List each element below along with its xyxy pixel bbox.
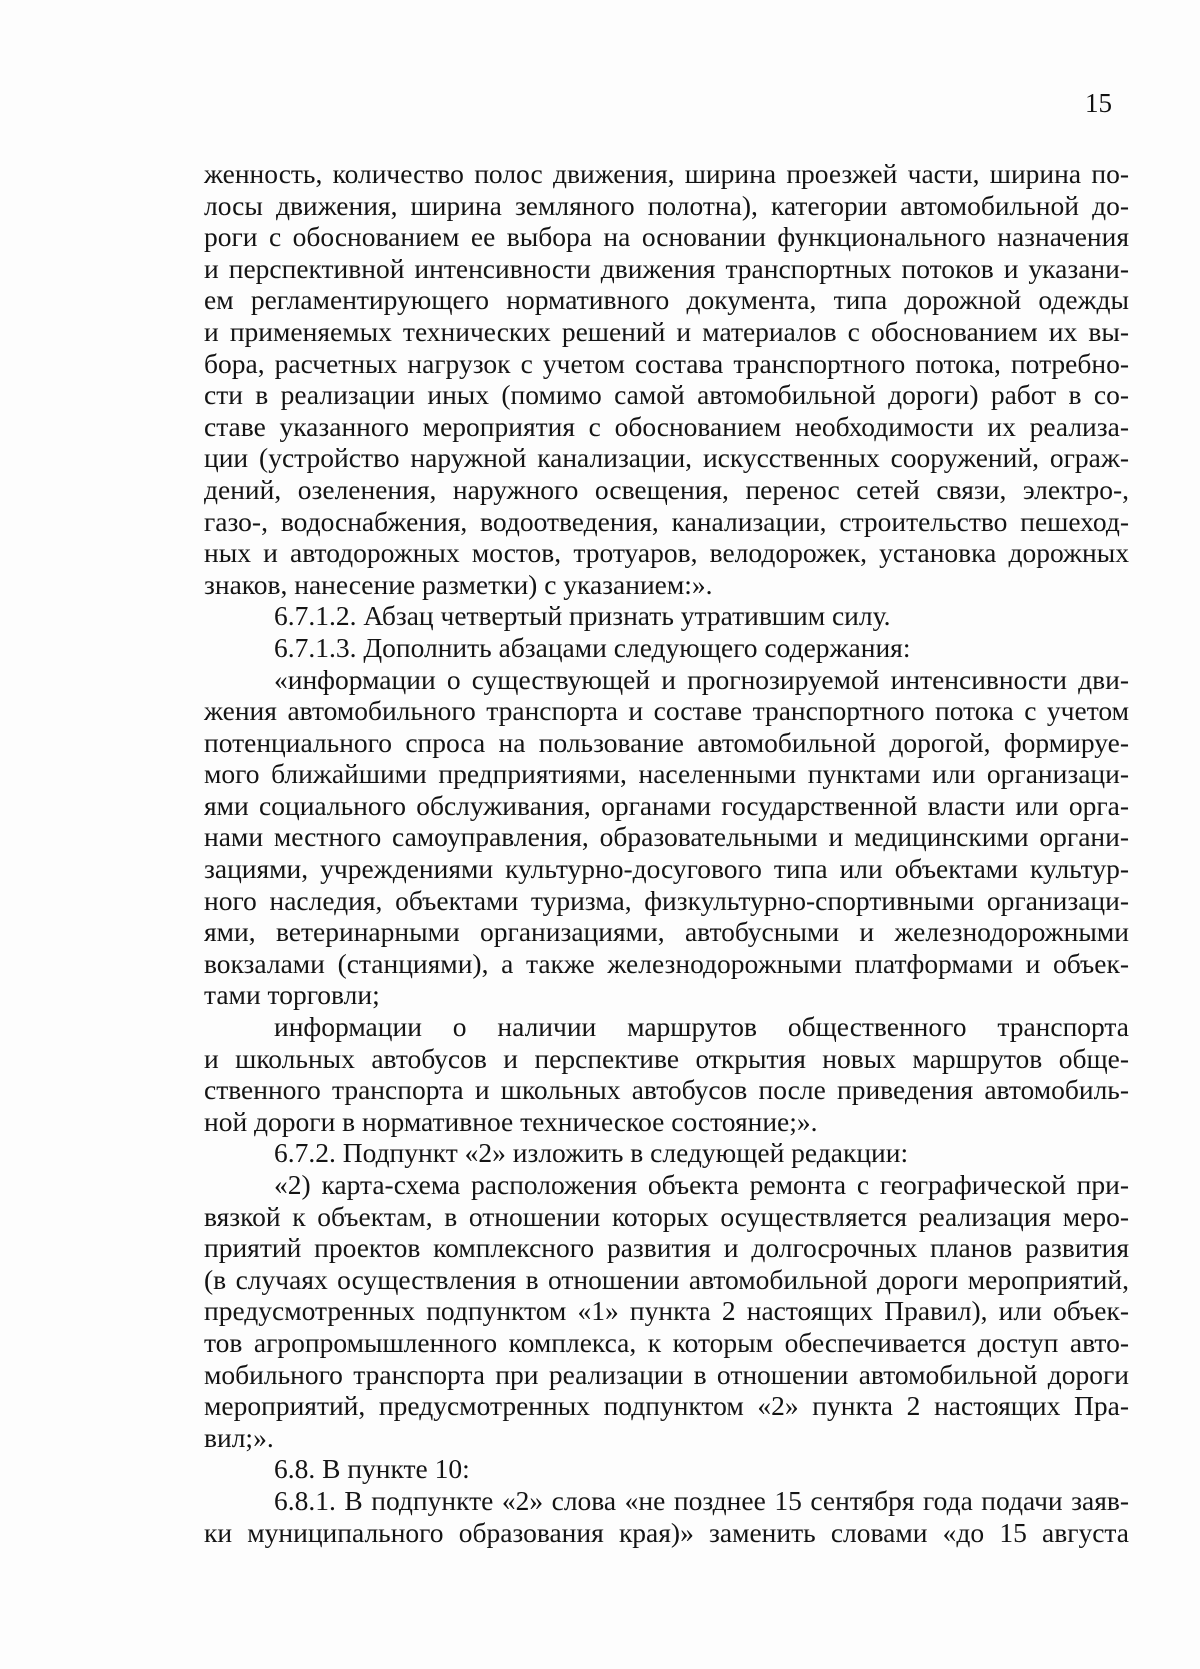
page-number: 15 — [1085, 88, 1112, 118]
text-line: газо-, водоснабжения, водоотведения, канализации, строительство пешеход- — [204, 505, 1129, 537]
text-line: мого ближайшими предприятиями, населенными пунктами или организаци- — [204, 758, 1129, 790]
text-line: зациями, учреждениями культурно-досугового типа или объектами культур- — [204, 853, 1129, 885]
text-line: (в случаях осуществления в отношении автомобильной дороги мероприятий, — [204, 1263, 1129, 1295]
text-line: вязкой к объектам, в отношении которых осуществляется реализация меро- — [204, 1200, 1129, 1232]
paragraph — [204, 1453, 1129, 1485]
text-line: ями, ветеринарными организациями, автобусными и железнодорожными — [204, 916, 1129, 948]
paragraph — [204, 632, 1129, 664]
text-line: дений, озеленения, наружного освещения, перенос сетей связи, электро-, — [204, 473, 1129, 505]
text-line: 6.8. В пункте 10: — [274, 1453, 470, 1485]
text-line: лосы движения, ширина земляного полотна), категории автомобильной до- — [204, 189, 1129, 221]
paragraph — [204, 1169, 1129, 1453]
text-line: женность, количество полос движения, ширина проезжей части, ширина по- — [204, 158, 1129, 189]
text-line: 6.8.1. В подпункте «2» слова «не позднее 15 сентября года подачи заяв- — [274, 1484, 1129, 1516]
text-line: тов агропромышленного комплекса, к которым обеспечивается доступ авто- — [204, 1326, 1129, 1358]
text-line: 6.7.1.3. Дополнить абзацами следующего содержания: — [274, 631, 911, 663]
text-line: приятий проектов комплексного развития и долгосрочных планов развития — [204, 1232, 1129, 1264]
text-line: знаков, нанесение разметки) с указанием:». — [204, 568, 713, 600]
text-line: ем регламентирующего нормативного документа, типа дорожной одежды — [204, 284, 1129, 316]
text-line: потенциального спроса на пользование автомобильной дорогой, формируе- — [204, 726, 1129, 758]
paragraph — [204, 664, 1129, 1012]
text-line: и перспективной интенсивности движения транспортных потоков и указани- — [204, 252, 1129, 284]
paragraph — [204, 1485, 1129, 1548]
text-line: ных и автодорожных мостов, тротуаров, велодорожек, установка дорожных — [204, 537, 1129, 569]
text-line: мобильного транспорта при реализации в отношении автомобильной дороги — [204, 1358, 1129, 1390]
text-line: ственного транспорта и школьных автобусов после приведения автомобиль- — [204, 1074, 1129, 1106]
text-line: жения автомобильного транспорта и составе транспортного потока с учетом — [204, 695, 1129, 727]
text-line: «2) карта-схема расположения объекта ремонта с географической при- — [274, 1169, 1129, 1200]
text-line: 6.7.1.2. Абзац четвертый признать утратившим силу. — [274, 600, 891, 632]
paragraph — [204, 1137, 1129, 1169]
text-line: ной дороги в нормативное техническое состояние;». — [204, 1105, 818, 1137]
text-line: и применяемых технических решений и материалов с обоснованием их вы- — [204, 315, 1129, 347]
text-line: «информации о существующей и прогнозируемой интенсивности дви- — [274, 663, 1129, 695]
text-line: ции (устройство наружной канализации, искусственных сооружений, ограж- — [204, 442, 1129, 474]
text-line: сти в реализации иных (помимо самой автомобильной дороги) работ в со- — [204, 379, 1129, 411]
text-line: и школьных автобусов и перспективе открытия новых маршрутов обще- — [204, 1042, 1129, 1074]
paragraph — [204, 158, 1129, 600]
text-line: ями социального обслуживания, органами государственной власти или орга- — [204, 789, 1129, 821]
paragraph — [204, 1011, 1129, 1137]
text-line: роги с обоснованием ее выбора на основании функционального назначения — [204, 221, 1129, 253]
text-line: вокзалами (станциями), а также железнодорожными платформами и объек- — [204, 947, 1129, 979]
paragraph — [204, 600, 1129, 632]
text-line: нами местного самоуправления, образовательными и медицинскими органи- — [204, 821, 1129, 853]
text-line: ставе указанного мероприятия с обоснованием необходимости их реализа- — [204, 410, 1129, 442]
document-body — [204, 158, 1129, 1548]
text-line: тами торговли; — [204, 979, 380, 1011]
text-line: вил;». — [204, 1421, 274, 1453]
text-line: предусмотренных подпунктом «1» пункта 2 настоящих Правил), или объек- — [204, 1295, 1129, 1327]
text-line: ного наследия, объектами туризма, физкультурно-спортивными организаци- — [204, 884, 1129, 916]
text-line: ки муниципального образования края)» заменить словами «до 15 августа — [204, 1516, 1129, 1548]
text-line: 6.7.2. Подпункт «2» изложить в следующей редакции: — [274, 1137, 909, 1169]
text-line: бора, расчетных нагрузок с учетом состава транспортного потока, потребно- — [204, 347, 1129, 379]
text-line: мероприятий, предусмотренных подпунктом «2» пункта 2 настоящих Пра- — [204, 1390, 1129, 1422]
text-line: информации о наличии маршрутов общественного транспорта — [274, 1011, 1129, 1043]
